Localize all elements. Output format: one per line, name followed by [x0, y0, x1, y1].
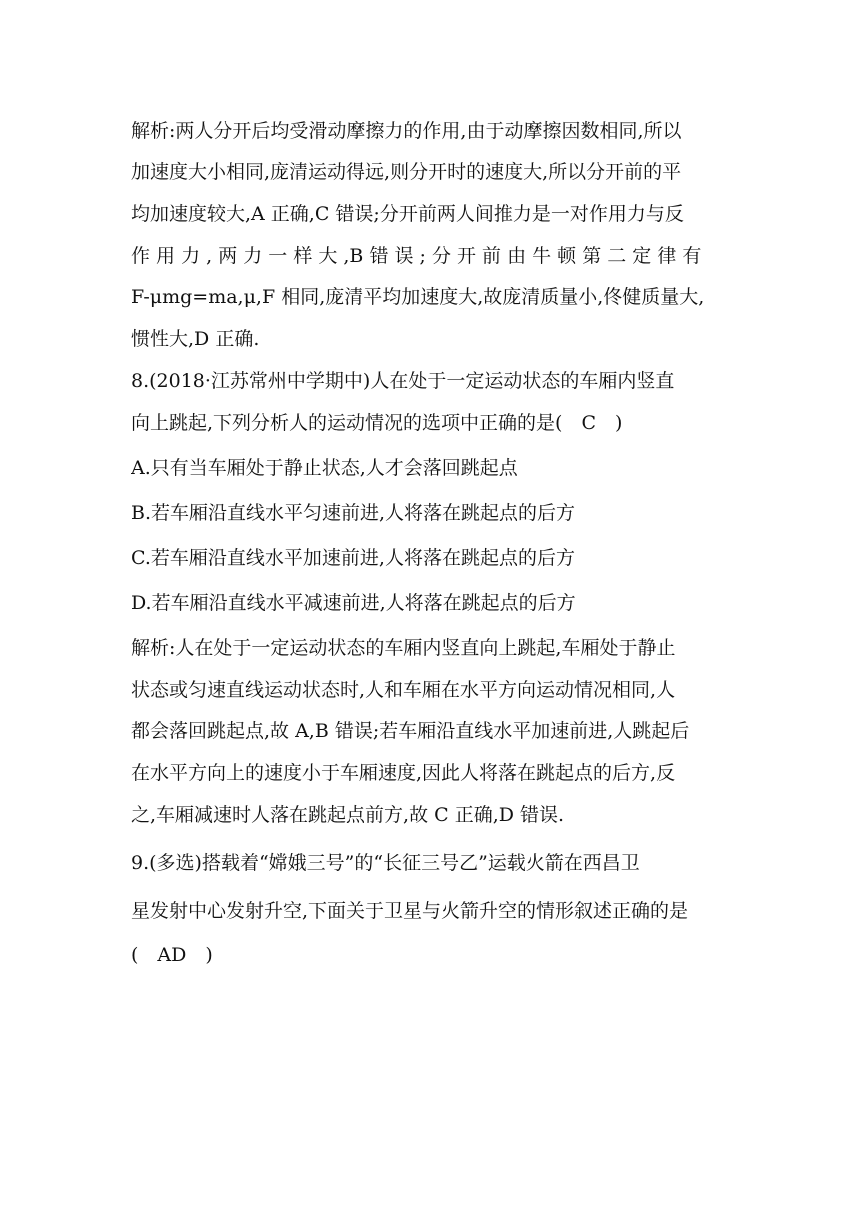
analysis-7-line-5: F-μmg=ma,μ,F 相同,庞清平均加速度大,故庞清质量小,佟健质量大,: [131, 286, 705, 308]
analysis-7-line-3: 均加速度较大,A 正确,C 错误;分开前两人间推力是一对作用力与反: [131, 203, 684, 225]
question-8-line-1: 8.(2018·江苏常州中学期中)人在处于一定运动状态的车厢内竖直: [131, 370, 675, 392]
question-9-line-3: ( AD ): [131, 944, 213, 966]
analysis-7-line-1: 解析:两人分开后均受滑动摩擦力的作用,由于动摩擦因数相同,所以: [131, 120, 682, 142]
question-9-line-2: 星发射中心发射升空,下面关于卫星与火箭升空的情形叙述正确的是: [131, 900, 689, 922]
analysis-8-line-3: 都会落回跳起点,故 A,B 错误;若车厢沿直线水平加速前进,人跳起后: [131, 720, 690, 742]
option-d: D.若车厢沿直线水平减速前进,人将落在跳起点的后方: [131, 592, 576, 614]
question-8-line-2: 向上跳起,下列分析人的运动情况的选项中正确的是( C ): [131, 412, 623, 434]
option-c: C.若车厢沿直线水平加速前进,人将落在跳起点的后方: [131, 547, 575, 569]
analysis-8-line-5: 之,车厢减速时人落在跳起点前方,故 C 正确,D 错误.: [131, 804, 565, 826]
analysis-8-line-4: 在水平方向上的速度小于车厢速度,因此人将落在跳起点的后方,反: [131, 762, 676, 784]
option-b: B.若车厢沿直线水平匀速前进,人将落在跳起点的后方: [131, 502, 576, 524]
analysis-7-line-2: 加速度大小相同,庞清运动得远,则分开时的速度大,所以分开前的平: [131, 161, 682, 183]
analysis-8-line-2: 状态或匀速直线运动状态时,人和车厢在水平方向运动情况相同,人: [131, 679, 676, 701]
question-9-line-1: 9.(多选)搭载着“嫦娥三号”的“长征三号乙”运载火箭在西昌卫: [131, 852, 640, 874]
analysis-7-line-6: 惯性大,D 正确.: [131, 328, 260, 350]
analysis-7-line-4: 作 用 力 , 两 力 一 样 大 ,B 错 误 ; 分 开 前 由 牛 顿 第 二 定 律 有: [131, 245, 702, 267]
option-a: A.只有当车厢处于静止状态,人才会落回跳起点: [131, 457, 518, 479]
analysis-8-line-1: 解析:人在处于一定运动状态的车厢内竖直向上跳起,车厢处于静止: [131, 637, 676, 659]
